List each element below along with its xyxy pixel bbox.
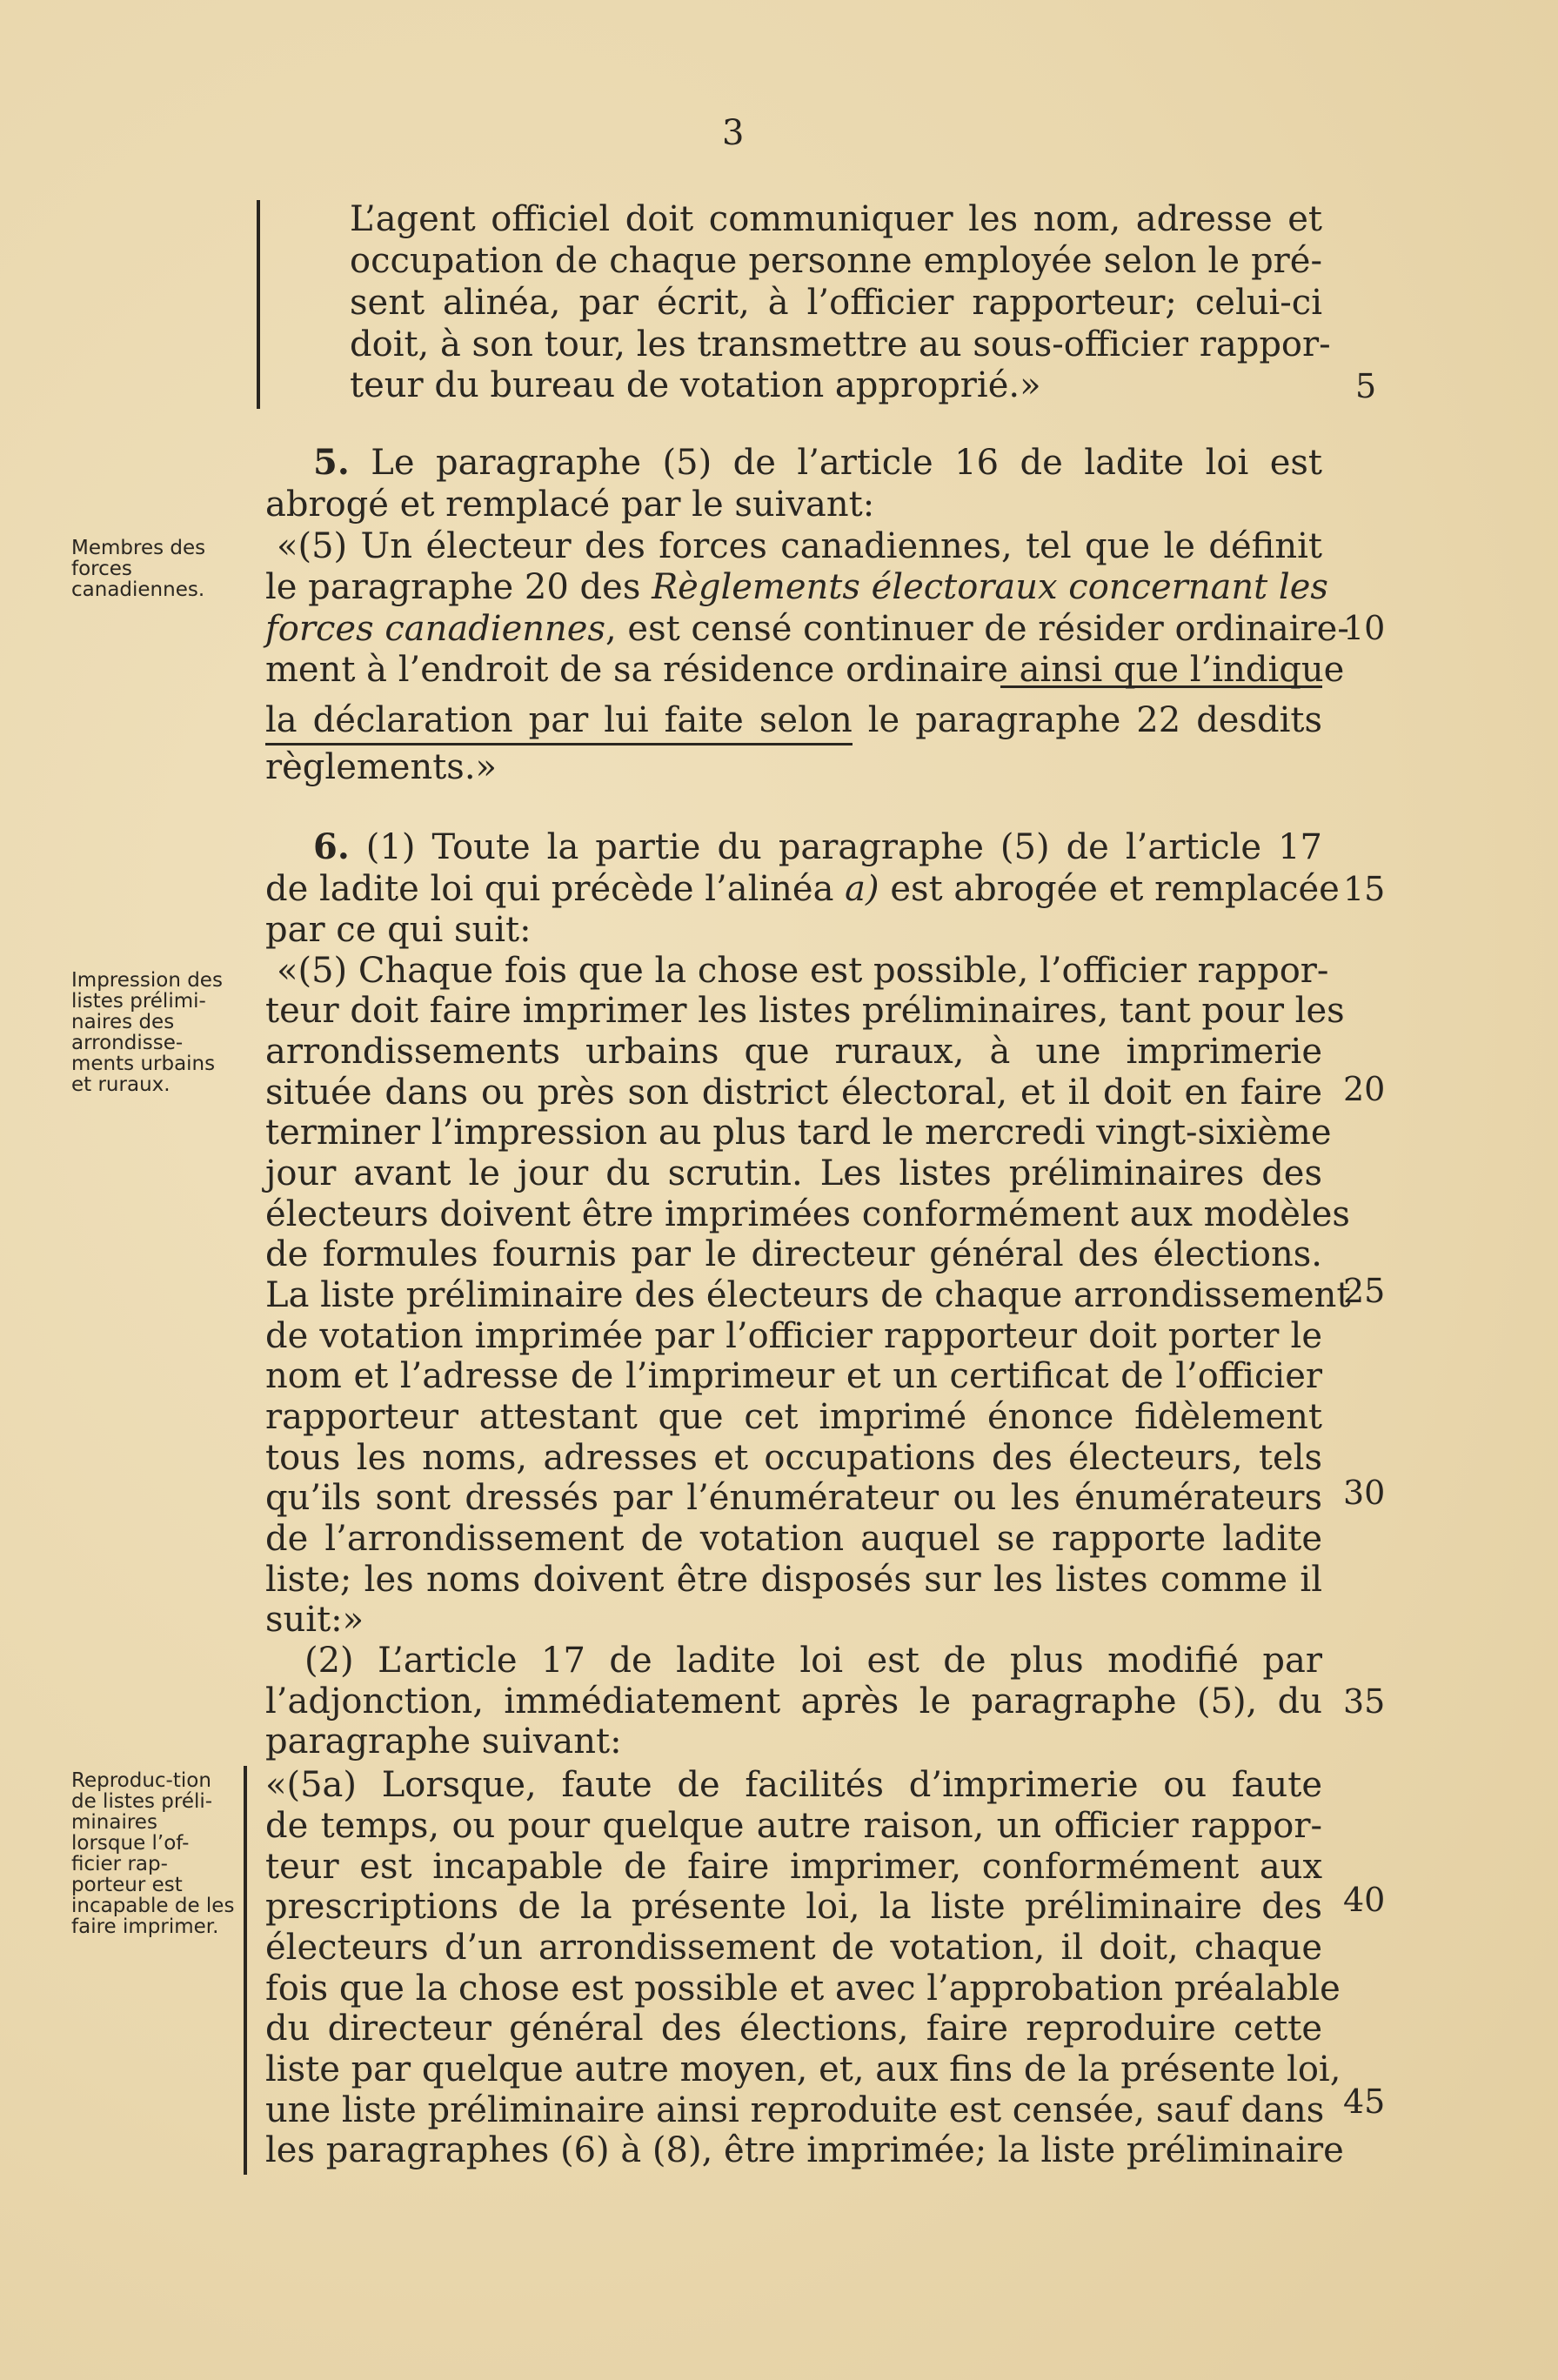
text-line: sent alinéa, par écrit, à l’officier rapporteur; celui-ci	[350, 283, 1322, 323]
text-line: règlements.»	[265, 747, 498, 787]
text-line: prescriptions de la présente loi, la liste préliminaire des	[265, 1887, 1322, 1927]
section-6-line	[313, 826, 1322, 868]
margin-note-impression: Impression des listes prélimi-naires des arrondisse-ments urbains et ruraux.	[71, 969, 223, 1096]
text-line: liste; les noms doivent être disposés sur les listes comme il	[265, 1560, 1322, 1600]
text-line: ment à l’endroit de sa résidence ordinaire ainsi que l’indique	[265, 650, 1345, 690]
text-line	[265, 608, 1349, 650]
revision-bar-bottom	[244, 1766, 247, 2175]
italic-span: forces canadiennes	[265, 609, 605, 649]
text-line: du directeur général des élections, faire reproduire cette	[265, 2009, 1322, 2049]
text-line: abrogé et remplacé par le suivant:	[265, 485, 875, 525]
text-line: L’agent officiel doit communiquer les nom, adresse et	[350, 199, 1322, 239]
section-number: 6.	[313, 826, 350, 867]
text-span: (1) Toute la partie du paragraphe (5) de l’article 17	[349, 827, 1322, 867]
text-line: teur est incapable de faire imprimer, conformément aux	[265, 1847, 1322, 1887]
text-line: l’adjonction, immédiatement après le paragraphe (5), du	[265, 1681, 1322, 1721]
line-number: 5	[1355, 367, 1377, 405]
text-line: électeurs doivent être imprimées conformément aux modèles	[265, 1194, 1350, 1234]
text-line: paragraphe suivant:	[265, 1721, 622, 1762]
line-number: 10	[1343, 609, 1386, 647]
text-line: liste par quelque autre moyen, et, aux fins de la présente loi,	[265, 2049, 1341, 2089]
section-number: 5.	[313, 442, 350, 483]
text-line: «(5) Un électeur des forces canadiennes, tel que le définit	[277, 526, 1322, 566]
text-line: électeurs d’un arrondissement de votation, il doit, chaque	[265, 1928, 1322, 1968]
text-line: une liste préliminaire ainsi reproduite est censée, sauf dans	[265, 2090, 1325, 2130]
text-line: suit:»	[265, 1600, 364, 1640]
text-line: «(5) Chaque fois que la chose est possible, l’officier rappor-	[277, 951, 1329, 991]
text-line: qu’ils sont dressés par l’énumérateur ou les énumérateurs	[265, 1478, 1322, 1518]
text-line: terminer l’impression au plus tard le mercredi vingt-sixième	[265, 1113, 1332, 1153]
text-line: doit, à son tour, les transmettre au sous-officier rappor-	[350, 324, 1331, 364]
line-number: 35	[1343, 1682, 1386, 1721]
text-span: le paragraphe 20 des	[265, 567, 652, 607]
text-line: arrondissements urbains que ruraux, à une imprimerie	[265, 1032, 1322, 1072]
text-line: jour avant le jour du scrutin. Les listes préliminaires des	[265, 1153, 1322, 1193]
text-line: nom et l’adresse de l’imprimeur et un certificat de l’officier	[265, 1356, 1322, 1396]
page-number: 3	[722, 113, 745, 153]
italic-span: Règlements électoraux concernant les	[652, 567, 1328, 607]
section-5-line	[313, 442, 1322, 484]
amendment-underline-2	[265, 743, 853, 745]
text-line: située dans ou près son district électoral, et il doit en faire	[265, 1073, 1322, 1113]
text-line: rapporteur attestant que cet imprimé énonce fidèlement	[265, 1397, 1322, 1437]
text-line: teur du bureau de votation approprié.»	[350, 365, 1041, 405]
text-span: est abrogée et remplacée	[879, 869, 1340, 909]
italic-span: a)	[845, 869, 879, 909]
line-number: 25	[1343, 1272, 1386, 1310]
text-line: (2) L’article 17 de ladite loi est de plus modifié par	[304, 1641, 1322, 1681]
margin-note-membres: Membres des forces canadiennes.	[71, 537, 206, 601]
text-line: de formules fournis par le directeur général des élections.	[265, 1234, 1322, 1274]
text-span: de ladite loi qui précède l’alinéa	[265, 869, 846, 909]
text-line: teur doit faire imprimer les listes préliminaires, tant pour les	[265, 991, 1345, 1031]
text-line: la déclaration par lui faite selon le paragraphe 22 desdits	[265, 700, 1322, 740]
line-number: 30	[1343, 1474, 1386, 1512]
text-line: par ce qui suit:	[265, 910, 532, 950]
text-line: de temps, ou pour quelque autre raison, un officier rappor-	[265, 1806, 1322, 1846]
text-line: occupation de chaque personne employée selon le pré-	[350, 241, 1322, 281]
line-number: 15	[1343, 870, 1386, 908]
line-number: 40	[1343, 1881, 1386, 1919]
line-number: 20	[1343, 1070, 1386, 1108]
margin-note-reproduction: Reproduc-tion de listes préli-minaires lorsque l’of-ficier rap-porteur est incapable de les faire imprimer.	[71, 1769, 235, 1938]
text-line: fois que la chose est possible et avec l’approbation préalable	[265, 1969, 1341, 2009]
text-line	[265, 868, 1340, 910]
text-line: «(5a) Lorsque, faute de facilités d’imprimerie ou faute	[265, 1765, 1322, 1805]
text-span: , est censé continuer de résider ordinaire-	[605, 609, 1349, 649]
text-line: La liste préliminaire des électeurs de chaque arrondissement	[265, 1275, 1351, 1315]
text-line: les paragraphes (6) à (8), être imprimée; la liste préliminaire	[265, 2130, 1344, 2170]
text-line: de votation imprimée par l’officier rapporteur doit porter le	[265, 1316, 1322, 1356]
text-line	[265, 566, 1328, 608]
text-line: de l’arrondissement de votation auquel se rapporte ladite	[265, 1519, 1322, 1559]
text-line: tous les noms, adresses et occupations des électeurs, tels	[265, 1438, 1322, 1478]
line-number: 45	[1343, 2082, 1386, 2121]
revision-bar-top	[257, 200, 260, 409]
text-span: Le paragraphe (5) de l’article 16 de ladite loi est	[349, 443, 1322, 483]
